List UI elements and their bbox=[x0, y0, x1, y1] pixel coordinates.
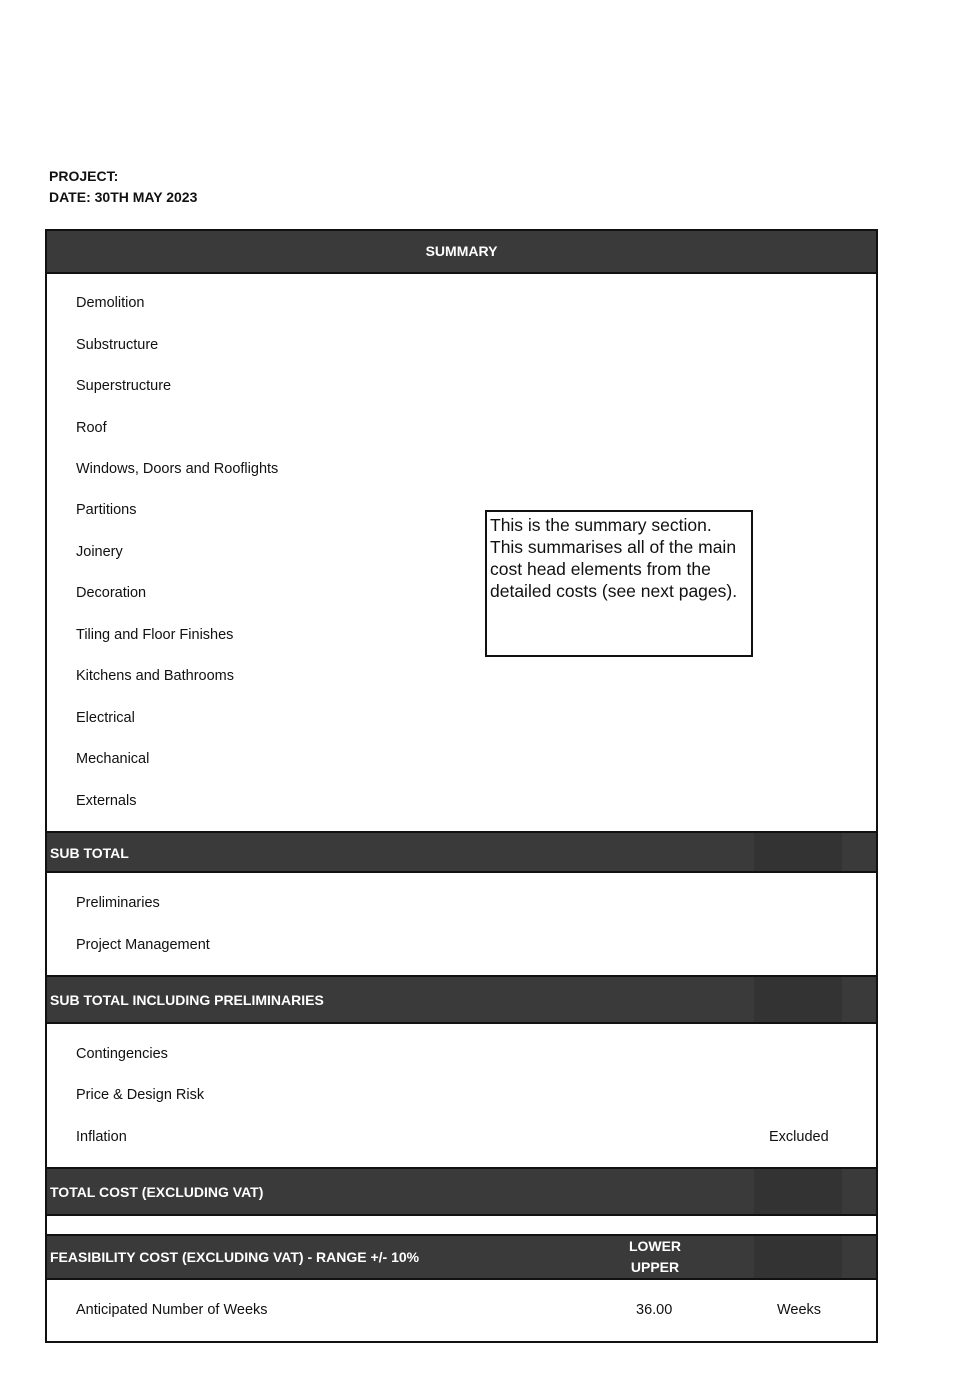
inflation-value: Excluded bbox=[769, 1129, 829, 1145]
summary-title: SUMMARY bbox=[425, 243, 498, 259]
summary-item: Superstructure bbox=[76, 378, 172, 394]
prelim-item: Preliminaries bbox=[76, 895, 160, 911]
summary-item: Electrical bbox=[76, 710, 135, 726]
total-cost-value-cell bbox=[754, 1169, 842, 1214]
summary-table bbox=[45, 229, 878, 1343]
summary-item: Kitchens and Bathrooms bbox=[76, 668, 234, 684]
summary-item: Roof bbox=[76, 420, 107, 436]
summary-item: Externals bbox=[76, 793, 137, 809]
risk-item: Contingencies bbox=[76, 1046, 168, 1062]
sub-total-bar bbox=[47, 833, 876, 871]
sub-total-label: SUB TOTAL bbox=[50, 845, 129, 861]
weeks-label: Anticipated Number of Weeks bbox=[76, 1302, 268, 1318]
summary-item: Substructure bbox=[76, 337, 159, 353]
summary-item: Demolition bbox=[76, 295, 145, 311]
divider bbox=[47, 1214, 876, 1216]
feasibility-bar bbox=[47, 1236, 876, 1278]
lower-label: LOWER bbox=[628, 1238, 682, 1254]
weeks-value: 36.00 bbox=[636, 1302, 673, 1318]
summary-note-box: This is the summary section. This summarises all of the main cost head elements from the detailed costs (see next pages). bbox=[485, 510, 753, 657]
upper-label: UPPER bbox=[630, 1259, 680, 1275]
sub-total-prelims-value-cell bbox=[754, 977, 842, 1022]
summary-item: Mechanical bbox=[76, 751, 150, 767]
divider bbox=[47, 272, 876, 274]
summary-item: Joinery bbox=[76, 544, 123, 560]
summary-item: Tiling and Floor Finishes bbox=[76, 627, 234, 643]
divider bbox=[47, 1022, 876, 1024]
risk-item: Price & Design Risk bbox=[76, 1087, 205, 1103]
sub-total-prelims-bar bbox=[47, 977, 876, 1022]
sub-total-prelims-label: SUB TOTAL INCLUDING PRELIMINARIES bbox=[50, 992, 324, 1008]
total-cost-label: TOTAL COST (EXCLUDING VAT) bbox=[50, 1184, 264, 1200]
sub-total-value-cell bbox=[754, 833, 842, 871]
prelim-item: Project Management bbox=[76, 937, 210, 953]
summary-item: Partitions bbox=[76, 502, 137, 518]
weeks-unit: Weeks bbox=[777, 1302, 822, 1318]
divider bbox=[47, 1278, 876, 1280]
risk-item: Inflation bbox=[76, 1129, 127, 1145]
divider bbox=[47, 871, 876, 873]
feasibility-label: FEASIBILITY COST (EXCLUDING VAT) - RANGE +/- 10% bbox=[50, 1249, 420, 1265]
range-column-headers bbox=[615, 1236, 695, 1278]
feasibility-value-cell bbox=[754, 1236, 842, 1278]
summary-header-bar bbox=[47, 231, 876, 272]
summary-item: Decoration bbox=[76, 585, 147, 601]
project-label: PROJECT: bbox=[49, 168, 119, 184]
document-header bbox=[49, 166, 197, 208]
date-label: DATE: 30TH MAY 2023 bbox=[49, 189, 198, 205]
total-cost-bar bbox=[47, 1169, 876, 1214]
summary-item: Windows, Doors and Rooflights bbox=[76, 461, 279, 477]
